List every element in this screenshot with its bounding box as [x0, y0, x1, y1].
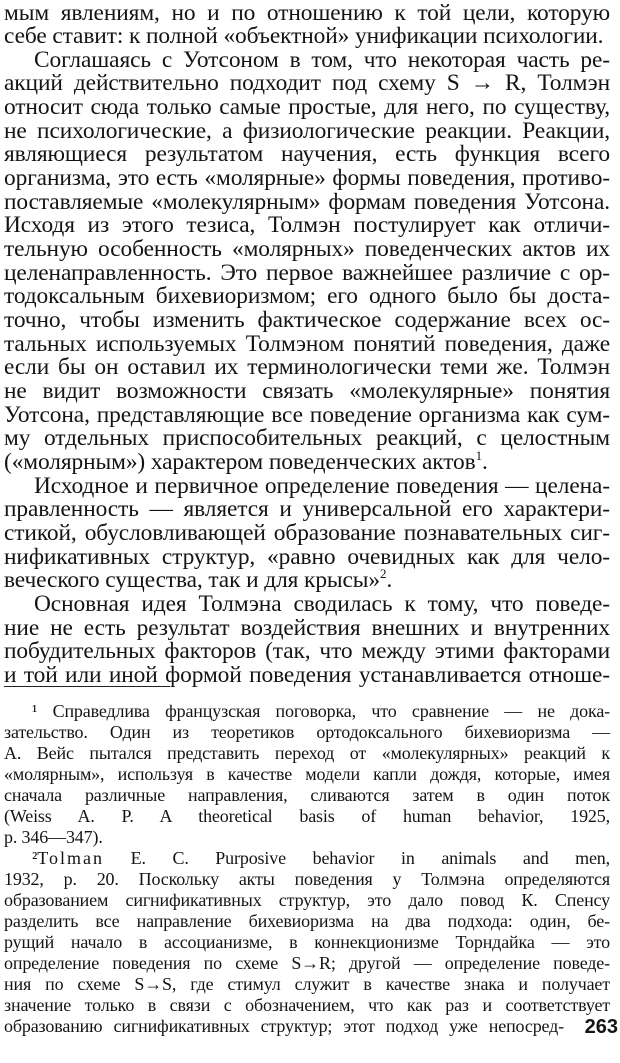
footnote-line: (Weiss A. P. A theoretical basis of human behavior, 1925, [4, 806, 610, 826]
footnote-author: Tolman [37, 848, 104, 868]
footnote-line [4, 848, 610, 869]
body-line: себе ставит: к полной «объектной» унификации психологии. [4, 23, 604, 49]
body-line: му отдельных приспособительных реакций, с целостным [4, 425, 610, 451]
body-line: если бы он оставил их терминологически теми же. Толмэн [4, 354, 610, 380]
page-number: 263 [584, 1016, 618, 1038]
footnote-line: «молярным», используя в качестве модели капли дождя, которые, имея [4, 764, 610, 784]
body-line: тодоксальным бихевиоризмом; его одного было бы доста- [4, 283, 610, 309]
footnote-line: p. 346—347). [4, 827, 103, 847]
body-line: тельную особенность «молярных» поведенческих актов их [4, 236, 610, 262]
body-line: Исходное и первичное определение поведения — целена- [34, 473, 610, 499]
footnote-line: ния по схеме S→S, где стимул служит в качестве знака и получает [4, 974, 610, 994]
body-line: Уотсона, представляющие все поведение организма как сум- [4, 402, 610, 428]
footnote-line: значение только в связи с обозначением, что как раз и соответствует [4, 995, 610, 1015]
footnote-line: сначала различные направления, сливаются затем в один поток [4, 785, 610, 805]
footnote-marker: ² [32, 848, 38, 868]
footnote-ref: 2 [380, 566, 387, 581]
footnote-line: зательство. Один из теоретиков ортодоксального бихевиоризма — [4, 722, 610, 742]
body-line: тальных используемых Толмэном понятий поведения, даже [4, 331, 610, 357]
footnote-line: 1932, p. 20. Поскольку акты поведения у Толмэна определяются [4, 869, 610, 889]
footnote-line: образованию сигнификативных структур; этот подход уже непосред- [4, 1016, 564, 1036]
body-line-end: . [482, 449, 488, 475]
body-line: относит сюда только самые простые, для него, по существу, [4, 94, 610, 120]
footnote-line: определение поведения по схеме S→R; другой — определение поведе- [4, 953, 610, 973]
body-line: поставляемые «молекулярным» формам поведения Уотсона. [4, 189, 610, 215]
body-line: мым явлениям, но и по отношению к той цели, которую [4, 0, 610, 26]
footnote-line: рущий начало в ассоцианизме, в коннекционизме Торндайка — это [4, 932, 610, 952]
body-line: и той или иной формой поведения устанавливается отноше- [4, 662, 610, 688]
footnote-line: образованием сигнификативных структур, это дало повод К. Спенсу [4, 890, 610, 910]
body-line: нификативных структур, «равно очевидных как для чело- [4, 544, 610, 570]
footnote-separator [4, 686, 170, 687]
body-line-end: . [386, 567, 393, 593]
body-line: являющиеся результатом научения, есть функция всего [4, 141, 610, 167]
body-line: не психологические, а физиологические реакции. Реакции, [4, 118, 610, 144]
body-line: побудительных факторов (так, что между этими факторами [4, 638, 610, 664]
footnote-line: разделить все направление бихевиоризма на два подхода: один, бе- [4, 911, 610, 931]
body-line: целенаправленность. Это первое важнейшее различие с ор- [4, 260, 610, 286]
body-line-text: («молярным») характером поведенческих актов [4, 449, 476, 475]
body-line: правленность — является и универсальной его характери- [4, 496, 610, 522]
body-line: Соглашаясь с Уотсоном в том, что некоторая часть ре- [34, 47, 610, 73]
body-line: не видит возможности связать «молекулярные» понятия [4, 378, 610, 404]
body-line: точно, чтобы изменить фактическое содержание всех ос- [4, 307, 610, 333]
body-line: стикой, обусловливающей образование познавательных сиг- [4, 520, 610, 546]
footnote-line: А. Вейс пытался представить переход от «молекулярных» реакций к [4, 743, 610, 763]
body-line: Исходя из этого тезиса, Толмэн постулирует как отличи- [4, 212, 610, 238]
footnote-ref: 1 [475, 448, 482, 463]
footnote-line: ¹ Справедлива французская поговорка, что сравнение — не дока- [32, 701, 610, 721]
footnote-citation: E. C. Purposive behavior in animals and men, [103, 848, 610, 868]
body-line-text: веческого существа, так и для крысы» [4, 567, 381, 593]
body-line: акций действительно подходит под схему S → R, Толмэн [4, 70, 610, 96]
body-line: ние не есть результат воздействия внешних и внутренних [4, 615, 610, 641]
body-line: организма, это есть «молярные» формы поведения, противо- [4, 165, 610, 191]
body-line: Основная идея Толмэна сводилась к тому, что поведе- [34, 591, 610, 617]
